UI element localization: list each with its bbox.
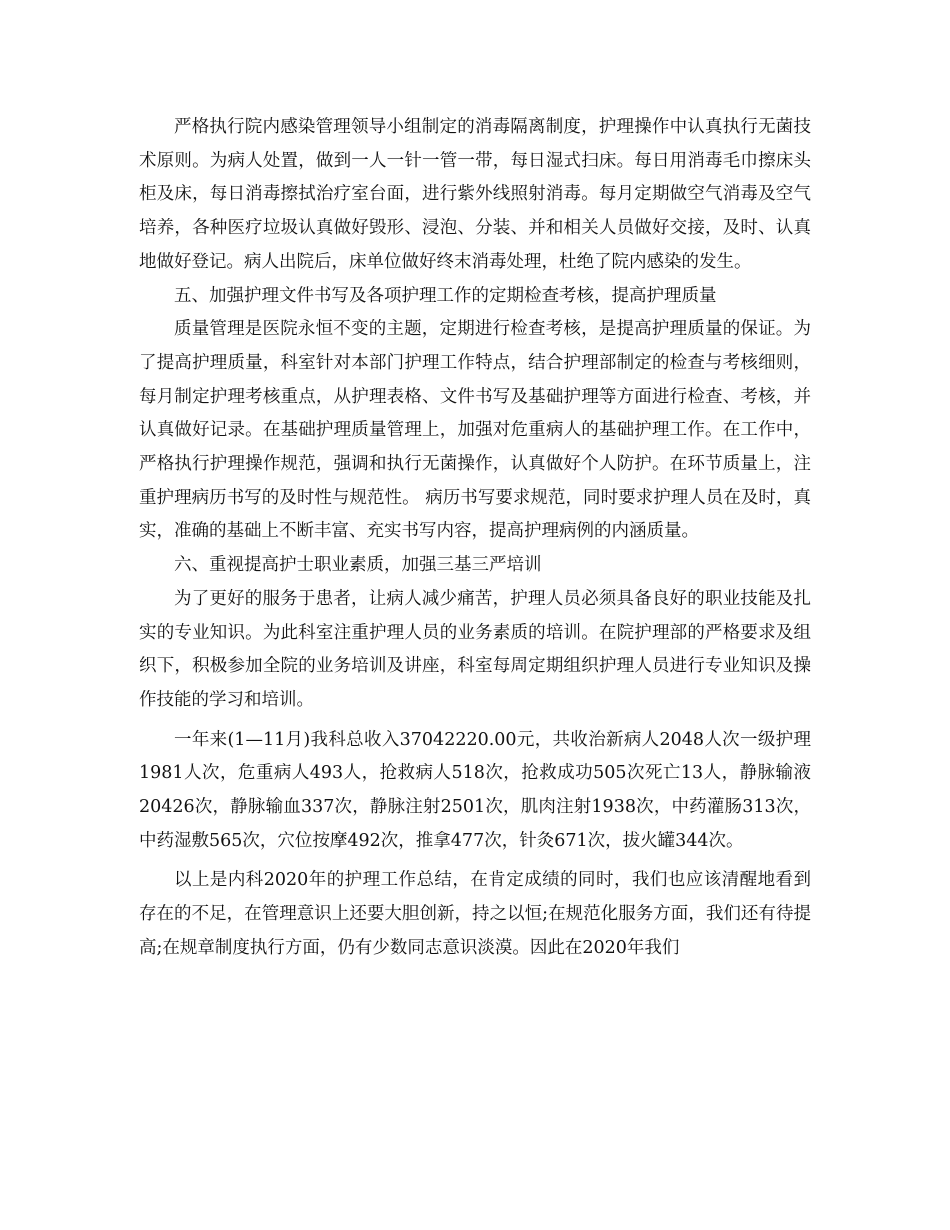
section-heading-6: 六、重视提高护士职业素质，加强三基三严培训 <box>174 555 542 576</box>
paragraph-statistics: 一年来(1—11月)我科总收入37042220.00元，共收治新病人2048人次一级护理1981人次，危重病人493人，抢救病人518次，抢救成功505次死亡13人，静脉输液20426次，静脉输血337次，静脉注射2501次，肌肉注射1938次，中药灌肠313次，中药湿敷565次，穴位按摩492次，推拿477次，针灸671次，拔火罐344次。 <box>139 729 811 851</box>
paragraph-training: 为了更好的服务于患者，让病人减少痛苦，护理人员必须具备良好的职业技能及扎实的专业知识。为此科室注重护理人员的业务素质的培训。在院护理部的严格要求及组织下，积极参加全院的业务培训及讲座，科室每周定期组织护理人员进行专业知识及操作技能的学习和培训。 <box>139 588 811 710</box>
document-body <box>139 111 811 966</box>
paragraph-quality-management: 质量管理是医院永恒不变的主题，定期进行检查考核，是提高护理质量的保证。为了提高护理质量，科室针对本部门护理工作特点，结合护理部制定的检查与考核细则，每月制定护理考核重点，从护理表格、文件书写及基础护理等方面进行检查、考核，并认真做好记录。在基础护理质量管理上，加强对危重病人的基础护理工作。在工作中，严格执行护理操作规范，强调和执行无菌操作，认真做好个人防护。在环节质量上，注重护理病历书写的及时性与规范性。 病历书写要求规范，同时要求护理人员在及时，真实，准确的基础上不断丰富、充实书写内容，提高护理病例的内涵质量。 <box>139 319 811 542</box>
paragraph-summary: 以上是内科2020年的护理工作总结，在肯定成绩的同时，我们也应该清醒地看到存在的不足，在管理意识上还要大胆创新，持之以恒;在规范化服务方面，我们还有待提高;在规章制度执行方面，仍有少数同志意识淡漠。因此在2020年我们 <box>139 870 811 958</box>
paragraph-infection-control: 严格执行院内感染管理领导小组制定的消毒隔离制度，护理操作中认真执行无菌技术原则。为病人处置，做到一人一针一管一带，每日湿式扫床。每日用消毒毛巾擦床头柜及床，每日消毒擦拭治疗室台面，进行紫外线照射消毒。每月定期做空气消毒及空气培养，各种医疗垃圾认真做好毁形、浸泡、分装、并和相关人员做好交接，及时、认真地做好登记。病人出院后，床单位做好终末消毒处理，杜绝了院内感染的发生。 <box>139 117 811 272</box>
section-heading-5: 五、加强护理文件书写及各项护理工作的定期检查考核，提高护理质量 <box>174 285 717 306</box>
